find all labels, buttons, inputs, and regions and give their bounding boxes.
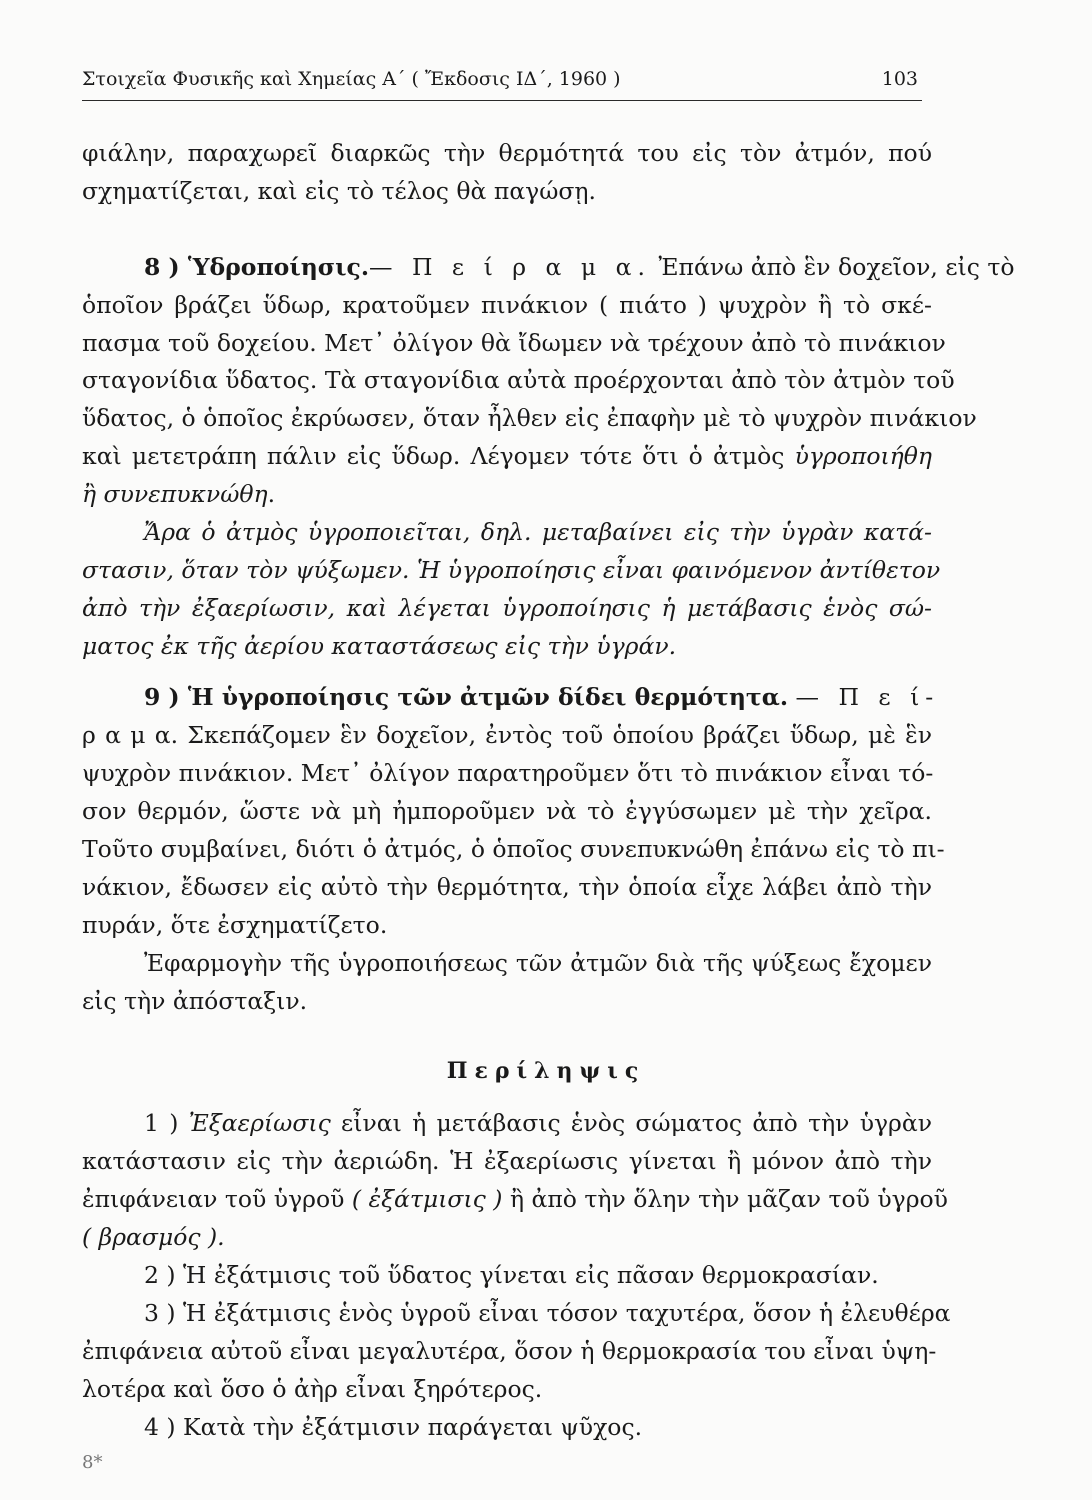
page-number: 103 [881, 68, 918, 90]
italic-line: ματος ἐκ τῆς ἀερίου καταστάσεως εἰς τὴν ὑγράν. [82, 632, 677, 660]
text-line: φιάλην, παραχωρεῖ διαρκῶς τὴν θερμότητά του εἰς τὸν ἀτμόν, πού [82, 139, 932, 167]
italic-term: Ἐξαερίωσις [188, 1109, 331, 1137]
text-line: ὕδατος, ὁ ὁποῖος ἐκρύωσεν, ὅταν ἦλθεν εἰς ἐπαφὴν μὲ τὸ ψυχρὸν πινάκιον [82, 404, 977, 432]
text-line: κατάστασιν εἰς τὴν ἀεριώδη. Ἡ ἐξαερίωσις γίνεται ἢ μόνον ἀπὸ τὴν [82, 1147, 932, 1175]
summary-item-2: 2 ) Ἡ ἐξάτμισις τοῦ ὕδατος γίνεται εἰς πᾶσαν θερμοκρασίαν. [144, 1261, 879, 1289]
section-9-heading: 9 ) Ἡ ὑγροποίησις τῶν ἀτμῶν δίδει θερμότητα. [144, 683, 789, 711]
text-line: ἐπιφάνεια αὐτοῦ εἶναι μεγαλυτέρα, ὅσον ἡ θερμοκρασία του εἶναι ὑψη- [82, 1337, 937, 1365]
text-span: 1 ) [144, 1109, 189, 1137]
italic-line: στασιν, ὅταν τὸν ψύξωμεν. Ἡ ὑγροποίησις εἶναι φαινόμενον ἀντίθετον [82, 556, 941, 584]
header-rule [82, 100, 922, 101]
text-span: Ἐπάνω ἀπὸ ἓν δοχεῖον, εἰς τὸ [658, 253, 1015, 281]
experiment-label: — Π ε ί ρ α μ α. [369, 253, 651, 281]
text-span: ἐπιφάνειαν τοῦ ὑγροῦ [82, 1185, 352, 1213]
italic-term: ἢ συνεπυκνώθη [82, 480, 268, 508]
text-span: καὶ μετετράπη πάλιν εἰς ὕδωρ. Λέγομεν τότε ὅτι ὁ ἀτμὸς [82, 442, 795, 470]
italic-line: ἀπὸ τὴν ἐξαερίωσιν, καὶ λέγεται ὑγροποίησις ἡ μετάβασις ἑνὸς σώ- [82, 594, 932, 622]
italic-line: Ἄρα ὁ ἀτμὸς ὑγροποιεῖται, δηλ. μεταβαίνει εἰς τὴν ὑγρὰν κατά- [144, 518, 932, 546]
running-title: Στοιχεῖα Φυσικῆς καὶ Χημείας Α΄ ( Ἔκδοσις ΙΔ΄, 1960 ) [82, 68, 621, 90]
italic-line: ( βρασμός ). [82, 1223, 225, 1251]
summary-item-3: 3 ) Ἡ ἐξάτμισις ἑνὸς ὑγροῦ εἶναι τόσον ταχυτέρα, ὅσον ἡ ἐλευθέρα [144, 1299, 951, 1327]
text-line [82, 1184, 948, 1214]
text-line: εἰς τὴν ἀπόσταξιν. [82, 987, 308, 1015]
section-9-heading-line [82, 682, 940, 712]
text-line: Τοῦτο συμβαίνει, διότι ὁ ἀτμός, ὁ ὁποῖος συνεπυκνώθη ἐπάνω εἰς τὸ πι- [82, 835, 945, 863]
section-8-heading-line [82, 252, 1015, 282]
text-line: πασμα τοῦ δοχείου. Μετ᾽ ὀλίγον θὰ ἴδωμεν νὰ τρέχουν ἀπὸ τὸ πινάκιον [82, 329, 946, 357]
text-line [82, 441, 932, 471]
experiment-label: — Π ε ί- [795, 683, 940, 711]
text-line: σον θερμόν, ὥστε νὰ μὴ ἠμποροῦμεν νὰ τὸ ἐγγύσωμεν μὲ τὴν χεῖρα. [82, 797, 932, 825]
summary-item-4: 4 ) Κατὰ τὴν ἐξάτμισιν παράγεται ψῦχος. [144, 1413, 643, 1441]
text-line: Ἐφαρμογὴν τῆς ὑγροποιήσεως τῶν ἀτμῶν διὰ τῆς ψύξεως ἔχομεν [144, 949, 932, 977]
text-line: λοτέρα καὶ ὅσο ὁ ἀὴρ εἶναι ξηρότερος. [82, 1375, 543, 1403]
text-line: πυράν, ὅτε ἐσχηματίζετο. [82, 911, 388, 939]
signature-mark: 8* [82, 1452, 103, 1473]
summary-title: Περίληψις [446, 1058, 646, 1084]
text-line: σταγονίδια ὕδατος. Τὰ σταγονίδια αὐτὰ προέρχονται ἀπὸ τὸν ἀτμὸν τοῦ [82, 366, 955, 394]
italic-term: ( ἐξάτμισις ) [351, 1185, 503, 1213]
text-line: νάκιον, ἔδωσεν εἰς αὐτὸ τὴν θερμότητα, τὴν ὁποία εἶχε λάβει ἀπὸ τὴν [82, 873, 932, 901]
text-line [82, 479, 932, 509]
section-8-heading: 8 ) Ὑδροποίησις. [144, 253, 369, 281]
text-span: ἢ ἀπὸ τὴν ὅλην τὴν μᾶζαν τοῦ ὑγροῦ [502, 1185, 948, 1213]
text-span: σχηματίζεται, καὶ εἰς τὸ τέλος θὰ παγώσῃ. [82, 177, 596, 205]
text-line: ψυχρὸν πινάκιον. Μετ᾽ ὀλίγον παρατηροῦμεν ὅτι τὸ πινάκιον εἶναι τό- [82, 759, 934, 787]
text-line: ὁποῖον βράζει ὕδωρ, κρατοῦμεν πινάκιον ( πιάτο ) ψυχρὸν ἢ τὸ σκέ- [82, 291, 932, 319]
text-line: ρ α μ α. Σκεπάζομεν ἓν δοχεῖον, ἐντὸς τοῦ ὁποίου βράζει ὕδωρ, μὲ ἓν [82, 721, 932, 749]
running-header [82, 64, 922, 96]
text-span: εἶναι ἡ μετάβασις ἑνὸς σώματος ἀπὸ τὴν ὑγρὰν [330, 1109, 933, 1137]
summary-item-1 [82, 1108, 932, 1138]
text-line [82, 176, 932, 206]
italic-term: ὑγροποιήθη [794, 442, 932, 470]
text-span: . [267, 480, 276, 508]
